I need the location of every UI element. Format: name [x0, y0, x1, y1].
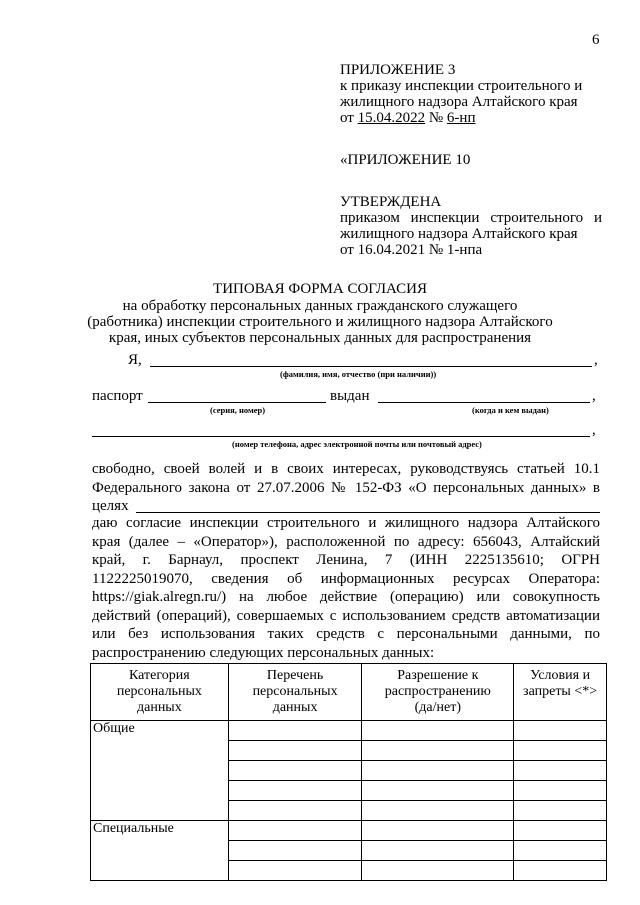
approved-line1: приказом инспекции строительного и — [340, 210, 602, 226]
table-header-row — [91, 664, 607, 721]
header-category-l1: Категория — [129, 668, 190, 683]
issued-label: выдан — [330, 388, 370, 404]
appendix-date: 15.04.2022 — [357, 110, 426, 126]
header-category-l2: персональных — [116, 684, 202, 699]
table-cell[interactable] — [228, 821, 362, 841]
table-cell[interactable] — [362, 761, 514, 781]
consent-paragraph-1 — [92, 460, 600, 516]
issued-field-line[interactable] — [378, 402, 590, 403]
table-cell[interactable] — [228, 761, 362, 781]
table-cell[interactable] — [514, 861, 607, 881]
table-cell[interactable] — [514, 781, 607, 801]
series-caption: (серия, номер) — [210, 405, 266, 415]
header-list-l2: персональных — [252, 684, 338, 699]
table-cell[interactable] — [362, 741, 514, 761]
table-cell[interactable] — [514, 841, 607, 861]
appendix-10-title: «ПРИЛОЖЕНИЕ 10 — [340, 152, 471, 168]
purpose-field-line[interactable] — [136, 512, 600, 513]
table-cell[interactable] — [228, 801, 362, 821]
contact-field-line[interactable] — [92, 436, 590, 437]
header-conditions-l2: запреты <*> — [523, 684, 598, 699]
header-list-l3: данных — [272, 700, 318, 715]
passport-field-line[interactable] — [148, 402, 326, 403]
name-field-line[interactable] — [150, 366, 592, 367]
appendix-line2: жилищного надзора Алтайского края — [340, 94, 578, 110]
table-cell[interactable] — [362, 841, 514, 861]
table-row — [91, 721, 607, 741]
p2-line8: распространению следующих персональных данных: — [92, 644, 435, 661]
form-heading: ТИПОВАЯ ФОРМА СОГЛАСИЯ — [213, 281, 427, 297]
header-category-l3: данных — [136, 700, 182, 715]
p1-line1: свободно, своей волей и в своих интересах, руководствуясь статьей 10.1 — [92, 461, 600, 477]
p2-line5: https://giak.alregn.ru/) на любое действие (операцию) или совокупность — [92, 589, 600, 605]
header-conditions — [514, 664, 607, 721]
consent-paragraph-2 — [92, 514, 600, 662]
table-cell[interactable] — [514, 721, 607, 741]
appendix-number-sign: № — [428, 110, 444, 126]
table-cell[interactable] — [514, 821, 607, 841]
appendix-title: ПРИЛОЖЕНИЕ 3 — [340, 62, 456, 78]
appendix-date-prefix: от — [340, 110, 354, 126]
contact-end-comma: , — [592, 422, 596, 438]
category-general: Общие — [91, 721, 229, 821]
p2-line1: даю согласие инспекции строительного и жилищного надзора Алтайского — [92, 515, 600, 531]
table-cell[interactable] — [228, 781, 362, 801]
header-category — [91, 664, 229, 721]
table-cell[interactable] — [362, 721, 514, 741]
p2-line7: или без использования таких средств с персональными данными, по — [92, 626, 600, 642]
table-cell[interactable] — [228, 841, 362, 861]
header-permission-l1: Разрешение к — [397, 668, 479, 683]
table-cell[interactable] — [362, 861, 514, 881]
page-number: 6 — [592, 32, 600, 48]
table-cell[interactable] — [362, 801, 514, 821]
table-cell[interactable] — [514, 801, 607, 821]
form-title-line2: (работника) инспекции строительного и жилищного надзора Алтайского — [87, 314, 553, 330]
form-title-line1: на обработку персональных данных гражданского служащего — [122, 298, 518, 314]
header-list — [228, 664, 362, 721]
table-cell[interactable] — [362, 821, 514, 841]
table-row — [91, 821, 607, 841]
personal-data-table — [90, 663, 607, 881]
appendix-date-line — [340, 110, 475, 126]
table-cell[interactable] — [362, 781, 514, 801]
i-end-comma: , — [594, 352, 598, 368]
appendix-line1: к приказу инспекции строительного и — [340, 78, 583, 94]
header-permission-l2: распространению — [384, 684, 491, 699]
i-label: Я, — [128, 352, 142, 368]
header-conditions-l1: Условия и — [530, 668, 591, 683]
table-cell[interactable] — [514, 741, 607, 761]
table-cell[interactable] — [228, 721, 362, 741]
category-special: Специальные — [91, 821, 229, 881]
approved-title: УТВЕРЖДЕНА — [340, 194, 442, 210]
p2-line6: действий (операций), совершаемых с использованием средств автоматизации — [92, 607, 600, 624]
header-permission-l3: (да/нет) — [414, 700, 462, 715]
name-caption: (фамилия, имя, отчество (при наличии)) — [280, 369, 437, 379]
form-title-line3: края, иных субъектов персональных данных для распространения — [108, 330, 532, 346]
table-cell[interactable] — [228, 741, 362, 761]
contact-caption: (номер телефона, адрес электронной почты или почтовый адрес) — [232, 439, 482, 449]
header-permission — [362, 664, 514, 721]
approved-line3: от 16.04.2021 № 1-нпа — [340, 242, 483, 258]
p2-line2: края (далее – «Оператор»), расположенной по адресу: 656043, Алтайский — [92, 533, 600, 550]
p1-line2: Федерального закона от 27.07.2006 № 152-ФЗ «О персональных данных» в — [92, 479, 600, 496]
table-cell[interactable] — [228, 861, 362, 881]
p2-line3: край, г. Барнаул, проспект Ленина, 7 (ИНН 2225135610; ОГРН — [92, 552, 600, 568]
p1-line3: целях — [92, 498, 129, 514]
table-cell[interactable] — [514, 761, 607, 781]
issued-end-comma: , — [592, 388, 596, 404]
approved-line2: жилищного надзора Алтайского края — [340, 226, 578, 242]
appendix-number: 6-нп — [446, 110, 476, 126]
issued-caption: (когда и кем выдан) — [472, 405, 549, 415]
passport-label: паспорт — [92, 388, 143, 404]
header-list-l1: Перечень — [266, 668, 324, 683]
p2-line4: 1122225019070, сведения об информационных ресурсах Оператора: — [92, 570, 600, 587]
